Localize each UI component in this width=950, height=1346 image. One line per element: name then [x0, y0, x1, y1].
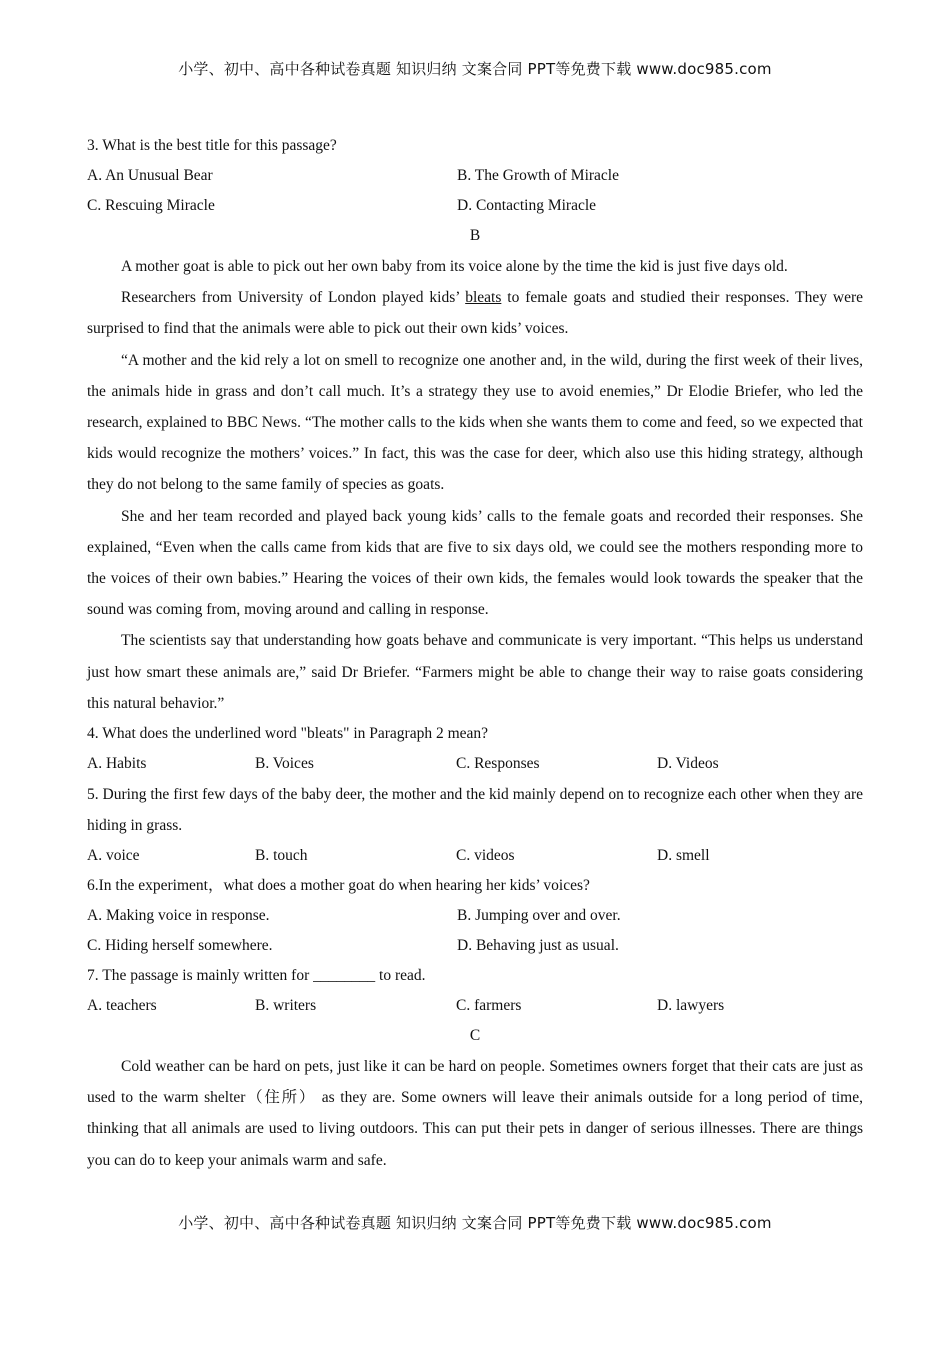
option-b: B. writers — [255, 997, 317, 1015]
option-d: D. Videos — [657, 755, 719, 773]
option-a: A. Making voice in response. — [87, 907, 270, 925]
paragraph: “A mother and the kid rely a lot on smell to recognize one another and, in the wild, during the first week of their lives, the animals hide in grass and don’t call much. It’s a strategy they use to avoid enemies,” Dr Elodie Briefer, who led the research, explained to BBC News. “The mother calls to the kids when she wants them to come and feed, so we expected that kids would recognize the mothers’ voices.” In fact, this was the case for deer, which also use this hiding strategy, although they do not belong to the same family of species as goats. — [87, 351, 863, 494]
option-d: D. Contacting Miracle — [457, 197, 597, 214]
option-b: B. The Growth of Miracle — [457, 167, 619, 184]
page-footer: 小学、初中、高中各种试卷真题 知识归纳 文案合同 PPT等免费下载 www.doc985.com — [178, 1214, 772, 1232]
option-c: C. Rescuing Miracle — [87, 197, 215, 214]
option-b: B. Voices — [255, 755, 314, 773]
option-a: A. Habits — [87, 755, 147, 773]
question-6-options-row-2 — [87, 931, 863, 961]
option-c: C. Hiding herself somewhere. — [87, 937, 273, 955]
question-6-options-row-1 — [87, 901, 863, 931]
text-span: to female goats and studied their responses. They were surprised to find that the animals were able to pick out their own kids’ voices. — [87, 289, 863, 338]
question-6: 6.In the experiment，what does a mother goat do when hearing her kids’ voices? — [87, 877, 590, 895]
option-a: A. teachers — [87, 997, 157, 1015]
option-a: A. voice — [87, 847, 140, 865]
paragraph: She and her team recorded and played back young kids’ calls to the female goats and recorded their responses. She explained, “Even when the calls came from kids that are five to six days old, we could see the mothers responding more to the voices of their own babies.” Hearing the voices of their own kids, the females would look towards the speaker that the sound was coming from, moving around and calling in response. — [87, 507, 863, 619]
question-3-options-row-2 — [87, 191, 863, 221]
question-5: 5. During the first few days of the baby deer, the mother and the kid mainly depend on to recognize each other when they are hiding in grass. — [87, 786, 863, 835]
underlined-word: bleats — [465, 289, 502, 307]
paragraph: Cold weather can be hard on pets, just like it can be hard on people. Sometimes owners forget that their cats are just as used to the warm shelter（住所） as they are. Some owners will leave their animals outside for a long period of time, thinking that all animals are used to living outdoors. This can put their pets in danger of serious illnesses. There are things you can do to keep your animals warm and safe. — [87, 1058, 863, 1169]
question-3: 3. What is the best title for this passage? — [87, 137, 337, 154]
question-5-options — [87, 841, 863, 871]
option-b: B. touch — [255, 847, 308, 865]
option-d: D. Behaving just as usual. — [457, 937, 619, 955]
option-d: D. smell — [657, 847, 710, 865]
option-c: C. farmers — [456, 997, 522, 1015]
question-7: 7. The passage is mainly written for ________ to read. — [87, 967, 426, 985]
question-7-options — [87, 991, 863, 1021]
paragraph: A mother goat is able to pick out her own baby from its voice alone by the time the kid is just five days old. — [121, 258, 788, 275]
text-span: Researchers from University of London played kids’ — [121, 289, 466, 307]
option-d: D. lawyers — [657, 997, 725, 1015]
document-body — [87, 131, 863, 1176]
section-b-label: B — [469, 227, 481, 244]
option-c: C. videos — [456, 847, 515, 865]
paragraph — [87, 282, 863, 344]
question-4: 4. What does the underlined word "bleats" in Paragraph 2 mean? — [87, 725, 489, 743]
section-c-label: C — [469, 1027, 481, 1045]
option-a: A. An Unusual Bear — [87, 167, 213, 184]
option-c: C. Responses — [456, 755, 540, 773]
option-b: B. Jumping over and over. — [457, 907, 621, 925]
page-header: 小学、初中、高中各种试卷真题 知识归纳 文案合同 PPT等免费下载 www.doc985.com — [178, 60, 772, 78]
question-4-options — [87, 749, 863, 779]
paragraph: The scientists say that understanding how goats behave and communicate is very important. “This helps us understand just how smart these animals are,” said Dr Briefer. “Farmers might be able to change their way to raise goats considering this natural behavior.” — [87, 632, 863, 712]
question-3-options-row-1 — [87, 161, 863, 191]
